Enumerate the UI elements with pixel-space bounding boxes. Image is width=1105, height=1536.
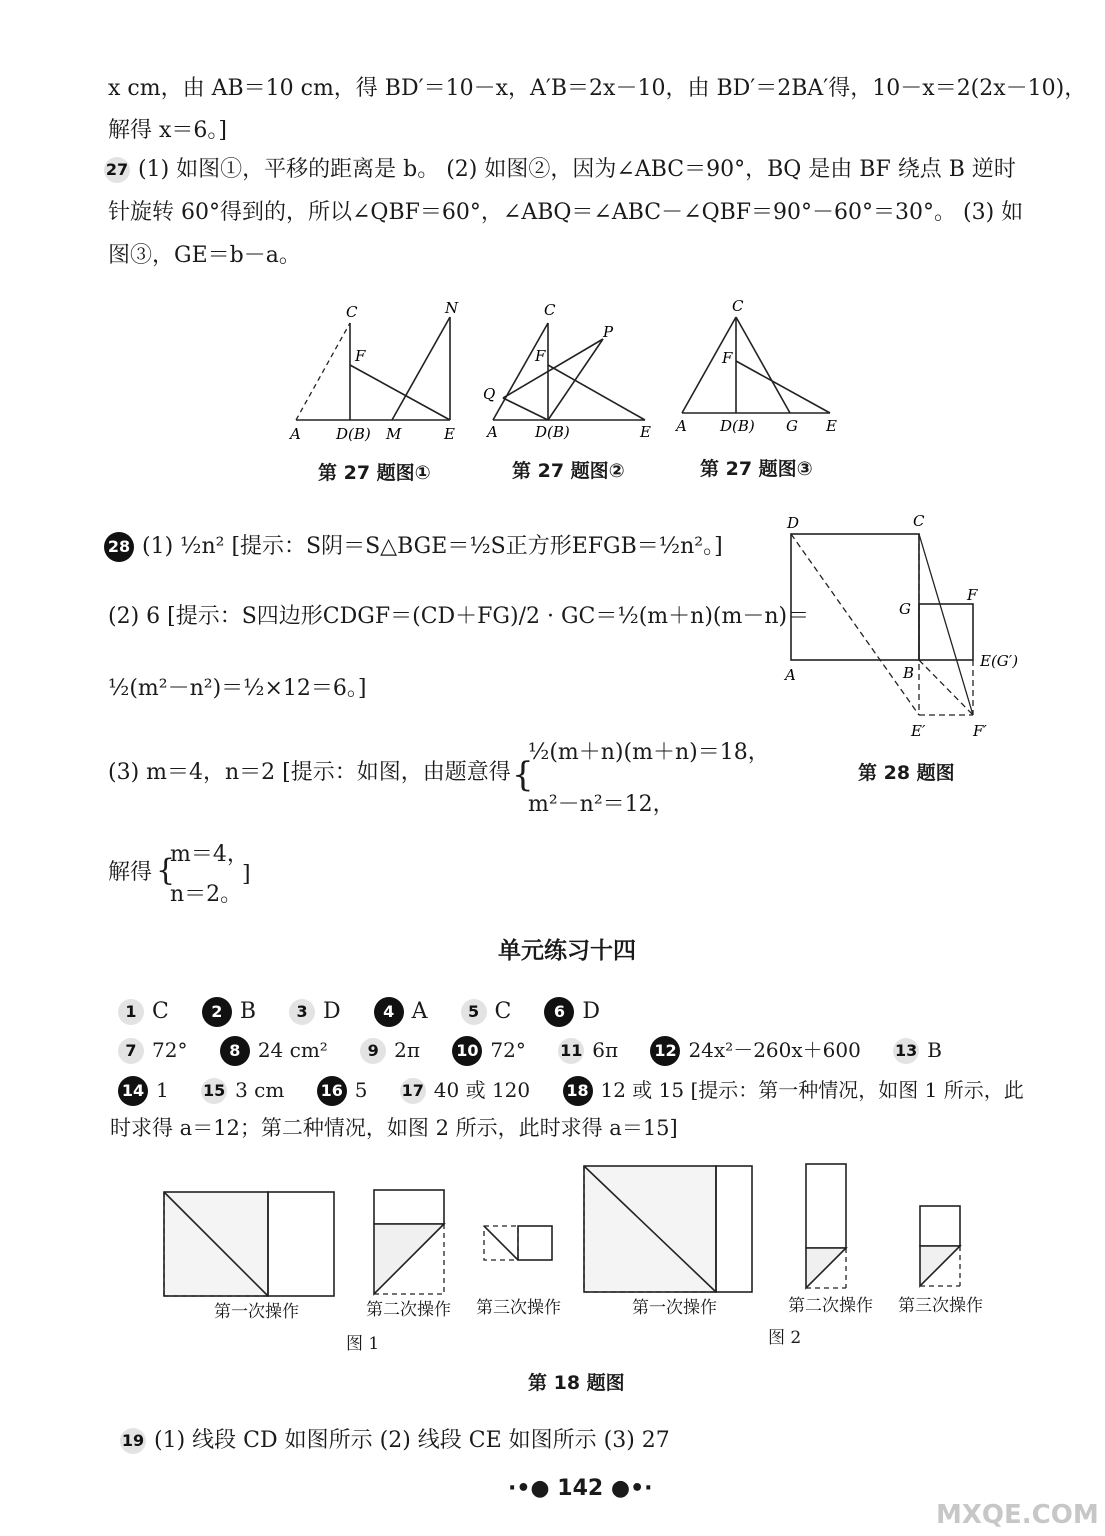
label-Q: Q bbox=[483, 385, 496, 403]
answer-15: 15 3 cm bbox=[201, 1078, 284, 1102]
answer-13: 13 B bbox=[893, 1038, 942, 1062]
watermark-text: MXQE.COM bbox=[936, 1500, 1099, 1530]
q28-part2-line1: (2) 6 [提示：S四边形CDGF＝(CD＋FG)/2 · GC＝½(m＋n)(m－n)＝ bbox=[108, 604, 810, 629]
answers-row-2 bbox=[118, 1036, 968, 1066]
q28-solve-label: 解得 bbox=[108, 860, 153, 885]
q19-line bbox=[120, 1428, 670, 1454]
q27-number-badge: 27 bbox=[104, 157, 130, 183]
q28-brace-1: { bbox=[512, 755, 534, 795]
label-G: G bbox=[899, 600, 911, 618]
page-dots-left: ·•● bbox=[508, 1476, 558, 1501]
fig2-label: 图 2 bbox=[768, 1328, 802, 1348]
continued-solution-line-2: 解得 x＝6。] bbox=[108, 118, 227, 143]
q28-eq2: m²－n²＝12， bbox=[528, 792, 675, 817]
fig1-label: 图 1 bbox=[346, 1334, 380, 1354]
label-E-prime: E′ bbox=[911, 722, 926, 740]
label-E: E bbox=[640, 423, 651, 441]
label-D: D bbox=[787, 514, 800, 532]
label-F-prime: F′ bbox=[973, 722, 987, 740]
q28-part3-line: (3) m＝4，n＝2 [提示：如图，由题意得 bbox=[108, 760, 511, 785]
answer-16: 16 5 bbox=[317, 1078, 368, 1102]
answers-row-3 bbox=[118, 1076, 1024, 1106]
label-A: A bbox=[676, 417, 687, 435]
q18-caption: 第 18 题图 bbox=[528, 1372, 625, 1394]
answer-10: 10 72° bbox=[452, 1038, 525, 1062]
label-B: B bbox=[903, 664, 915, 682]
q27-figure-1 bbox=[280, 295, 470, 445]
q28-part1-text: (1) ½n² [提示：S阴＝S△BGE＝½S正方形EFGB＝½n²。] bbox=[142, 534, 723, 559]
answer-9: 9 2π bbox=[360, 1038, 420, 1062]
label-EG: E(G′) bbox=[980, 652, 1019, 670]
continued-solution-line-1: x cm，由 AB＝10 cm，得 BD′＝10－x，A′B＝2x－10，由 BD′＝2BA′得，10－x＝2(2x－10)， bbox=[108, 76, 1087, 101]
fig1-op3-label: 第三次操作 bbox=[476, 1298, 561, 1318]
label-M: M bbox=[386, 425, 402, 443]
label-F: F bbox=[967, 586, 978, 604]
answer-8: 8 24 cm² bbox=[220, 1038, 328, 1062]
answer-18-continued: 时求得 a＝12；第二种情况，如图 2 所示，此时求得 a＝15] bbox=[110, 1116, 678, 1140]
page-dots-right: ●•· bbox=[603, 1476, 653, 1501]
answer-11: 11 6π bbox=[558, 1038, 618, 1062]
label-A: A bbox=[785, 666, 796, 684]
q28-eq1: ½(m＋n)(m＋n)＝18， bbox=[528, 740, 770, 765]
q28-solve-eq2: n＝2。 bbox=[170, 882, 243, 907]
page-number bbox=[508, 1476, 653, 1502]
fig2-op3-label: 第三次操作 bbox=[898, 1296, 983, 1316]
fig1-op2-label: 第二次操作 bbox=[366, 1300, 451, 1320]
page-number-value: 142 bbox=[557, 1476, 604, 1501]
label-P: P bbox=[603, 323, 614, 341]
q27-figure-3 bbox=[670, 295, 850, 445]
q28-part2-line2: ½(m²－n²)＝½×12＝6。] bbox=[108, 676, 367, 701]
q27-caption-2: 第 27 题图② bbox=[512, 460, 625, 482]
q27-line-1 bbox=[104, 157, 1016, 183]
q28-caption: 第 28 题图 bbox=[858, 762, 955, 784]
fig1-op1-label: 第一次操作 bbox=[214, 1302, 299, 1322]
q19-number-badge: 19 bbox=[120, 1428, 146, 1454]
label-C: C bbox=[732, 297, 744, 315]
label-F: F bbox=[535, 347, 546, 365]
label-F: F bbox=[722, 349, 733, 367]
answers-row-1 bbox=[118, 997, 626, 1027]
q19-text: (1) 线段 CD 如图所示 (2) 线段 CE 如图所示 (3) 27 bbox=[154, 1428, 670, 1453]
label-DB: D(B) bbox=[720, 417, 755, 435]
answer-1: 1 C bbox=[118, 999, 169, 1024]
unit-title: 单元练习十四 bbox=[498, 938, 636, 964]
label-C: C bbox=[346, 303, 358, 321]
q27-text-1: (1) 如图①，平移的距离是 b。 (2) 如图②，因为∠ABC＝90°，BQ 是由 BF 绕点 B 逆时 bbox=[138, 157, 1016, 182]
label-E: E bbox=[444, 425, 455, 443]
q28-figure bbox=[775, 510, 1035, 745]
label-N: N bbox=[445, 299, 459, 317]
label-G: G bbox=[786, 417, 798, 435]
fig2-op2-label: 第二次操作 bbox=[788, 1296, 873, 1316]
q28-solve-eq1: m＝4， bbox=[170, 842, 249, 867]
fig2-op1-label: 第一次操作 bbox=[632, 1298, 717, 1318]
label-F: F bbox=[355, 347, 366, 365]
q28-part-1 bbox=[104, 532, 723, 562]
answer-14: 14 1 bbox=[118, 1078, 169, 1102]
q27-line-2: 针旋转 60°得到的，所以∠QBF＝60°，∠ABQ＝∠ABC－∠QBF＝90°－60°＝30°。 (3) 如 bbox=[108, 200, 1024, 225]
label-E: E bbox=[826, 417, 837, 435]
label-C: C bbox=[544, 301, 556, 319]
label-DB: D(B) bbox=[336, 425, 371, 443]
label-A: A bbox=[290, 425, 301, 443]
q27-caption-3: 第 27 题图③ bbox=[700, 458, 813, 480]
q27-caption-1: 第 27 题图① bbox=[318, 462, 431, 484]
answer-7: 7 72° bbox=[118, 1038, 187, 1062]
answer-17: 17 40 或 120 bbox=[400, 1078, 530, 1102]
label-DB: D(B) bbox=[535, 423, 570, 441]
answer-18: 18 12 或 15 [提示：第一种情况，如图 1 所示，此 bbox=[563, 1078, 1024, 1102]
label-A: A bbox=[487, 423, 498, 441]
q27-line-3: 图③，GE＝b－a。 bbox=[108, 243, 301, 268]
answer-2: 2 B bbox=[202, 999, 256, 1024]
q28-number-badge: 28 bbox=[104, 532, 134, 562]
answer-6: 6 D bbox=[544, 999, 600, 1024]
answer-5: 5 C bbox=[461, 999, 512, 1024]
q27-figure-2 bbox=[475, 295, 665, 445]
answer-12: 12 24x²－260x＋600 bbox=[650, 1038, 860, 1062]
q28-solve-end: ] bbox=[242, 862, 251, 887]
label-C: C bbox=[913, 512, 925, 530]
answer-4: 4 A bbox=[374, 999, 428, 1024]
answer-3: 3 D bbox=[289, 999, 341, 1024]
q28-brace-2: { bbox=[156, 853, 176, 888]
